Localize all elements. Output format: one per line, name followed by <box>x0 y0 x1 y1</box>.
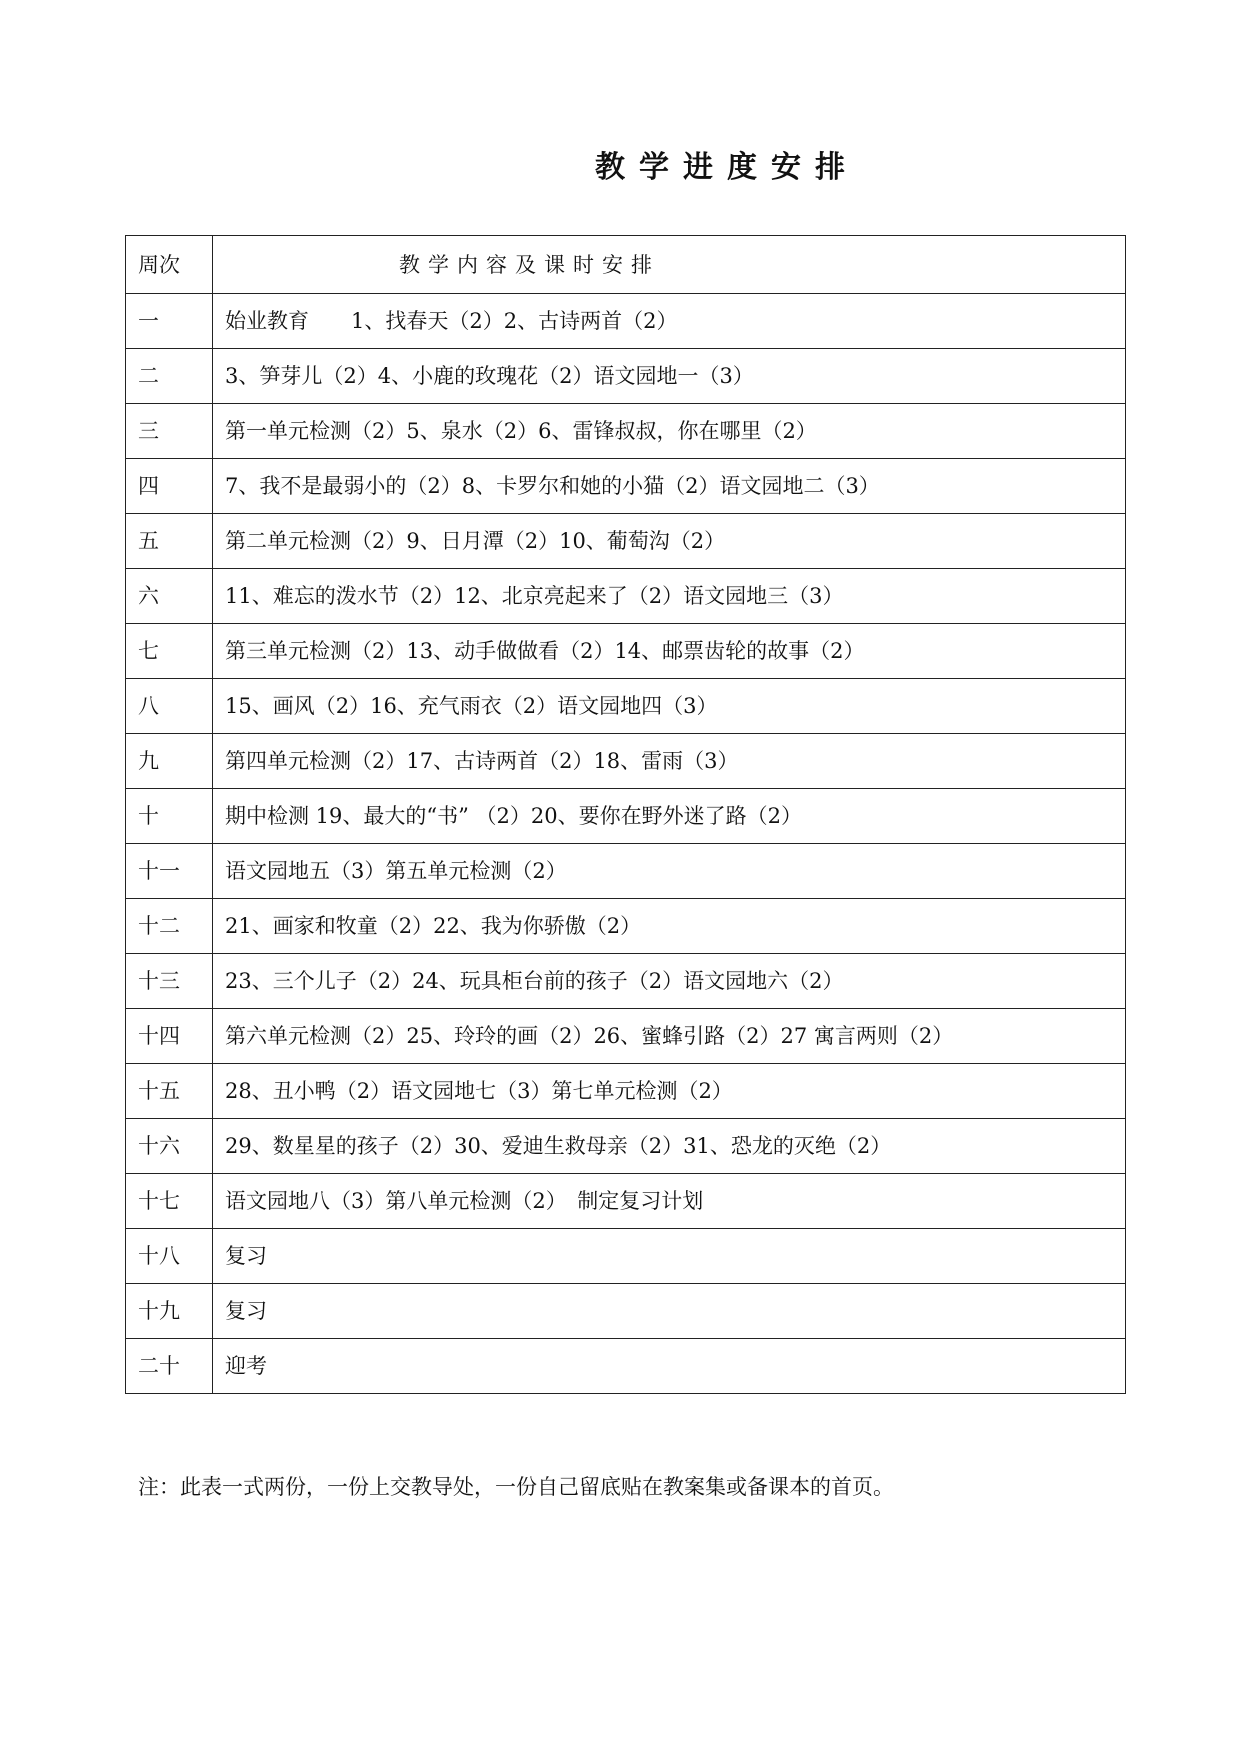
table-row <box>126 1284 1126 1339</box>
week-cell: 十五 <box>126 1064 213 1119</box>
table-row <box>126 1339 1126 1394</box>
week-cell: 一 <box>126 294 213 349</box>
table-header-row <box>126 236 1126 294</box>
page-title: 教学进度安排 <box>595 150 859 185</box>
week-cell: 十八 <box>126 1229 213 1284</box>
table-row <box>126 624 1126 679</box>
content-cell: 第二单元检测（2）9、日月潭（2）10、葡萄沟（2） <box>213 514 1126 569</box>
week-cell: 十三 <box>126 954 213 1009</box>
table-row <box>126 734 1126 789</box>
content-cell: 21、画家和牧童（2）22、我为你骄傲（2） <box>213 899 1126 954</box>
content-cell: 第三单元检测（2）13、动手做做看（2）14、邮票齿轮的故事（2） <box>213 624 1126 679</box>
content-cell: 第六单元检测（2）25、玲玲的画（2）26、蜜蜂引路（2）27 寓言两则（2） <box>213 1009 1126 1064</box>
table-row <box>126 349 1126 404</box>
week-cell: 九 <box>126 734 213 789</box>
week-cell: 十七 <box>126 1174 213 1229</box>
content-cell: 23、三个儿子（2）24、玩具柜台前的孩子（2）语文园地六（2） <box>213 954 1126 1009</box>
table-row <box>126 569 1126 624</box>
week-cell: 三 <box>126 404 213 459</box>
table-row <box>126 789 1126 844</box>
content-cell: 29、数星星的孩子（2）30、爱迪生救母亲（2）31、恐龙的灭绝（2） <box>213 1119 1126 1174</box>
week-cell: 十九 <box>126 1284 213 1339</box>
table-row <box>126 1174 1126 1229</box>
week-cell: 六 <box>126 569 213 624</box>
week-cell: 十二 <box>126 899 213 954</box>
week-cell: 五 <box>126 514 213 569</box>
content-cell: 始业教育 1、找春天（2）2、古诗两首（2） <box>213 294 1126 349</box>
week-cell: 十 <box>126 789 213 844</box>
schedule-table <box>125 235 1126 1394</box>
week-cell: 十一 <box>126 844 213 899</box>
content-cell: 期中检测 19、最大的“书” （2）20、要你在野外迷了路（2） <box>213 789 1126 844</box>
content-cell: 复习 <box>213 1284 1126 1339</box>
content-cell: 语文园地五（3）第五单元检测（2） <box>213 844 1126 899</box>
schedule-body <box>126 236 1126 1394</box>
content-cell: 7、我不是最弱小的（2）8、卡罗尔和她的小猫（2）语文园地二（3） <box>213 459 1126 514</box>
table-row <box>126 899 1126 954</box>
week-cell: 二 <box>126 349 213 404</box>
week-cell: 二十 <box>126 1339 213 1394</box>
week-cell: 七 <box>126 624 213 679</box>
content-cell: 复习 <box>213 1229 1126 1284</box>
table-row <box>126 1064 1126 1119</box>
content-cell: 3、笋芽儿（2）4、小鹿的玫瑰花（2）语文园地一（3） <box>213 349 1126 404</box>
content-cell: 第四单元检测（2）17、古诗两首（2）18、雷雨（3） <box>213 734 1126 789</box>
content-cell: 15、画风（2）16、充气雨衣（2）语文园地四（3） <box>213 679 1126 734</box>
content-cell: 28、丑小鸭（2）语文园地七（3）第七单元检测（2） <box>213 1064 1126 1119</box>
content-cell: 迎考 <box>213 1339 1126 1394</box>
content-cell: 11、难忘的泼水节（2）12、北京亮起来了（2）语文园地三（3） <box>213 569 1126 624</box>
header-week-cell: 周次 <box>126 236 213 294</box>
header-content-cell: 教学内容及课时安排 <box>213 236 1126 294</box>
table-row <box>126 1009 1126 1064</box>
week-cell: 十六 <box>126 1119 213 1174</box>
week-cell: 八 <box>126 679 213 734</box>
content-cell: 第一单元检测（2）5、泉水（2）6、雷锋叔叔，你在哪里（2） <box>213 404 1126 459</box>
table-row <box>126 404 1126 459</box>
week-cell: 十四 <box>126 1009 213 1064</box>
table-row <box>126 459 1126 514</box>
week-cell: 四 <box>126 459 213 514</box>
table-row <box>126 1229 1126 1284</box>
table-row <box>126 679 1126 734</box>
content-cell: 语文园地八（3）第八单元检测（2） 制定复习计划 <box>213 1174 1126 1229</box>
table-row <box>126 1119 1126 1174</box>
table-row <box>126 844 1126 899</box>
footnote: 注：此表一式两份，一份上交教导处，一份自己留底贴在教案集或备课本的首页。 <box>138 1475 894 1499</box>
table-row <box>126 954 1126 1009</box>
table-row <box>126 514 1126 569</box>
table-row <box>126 294 1126 349</box>
